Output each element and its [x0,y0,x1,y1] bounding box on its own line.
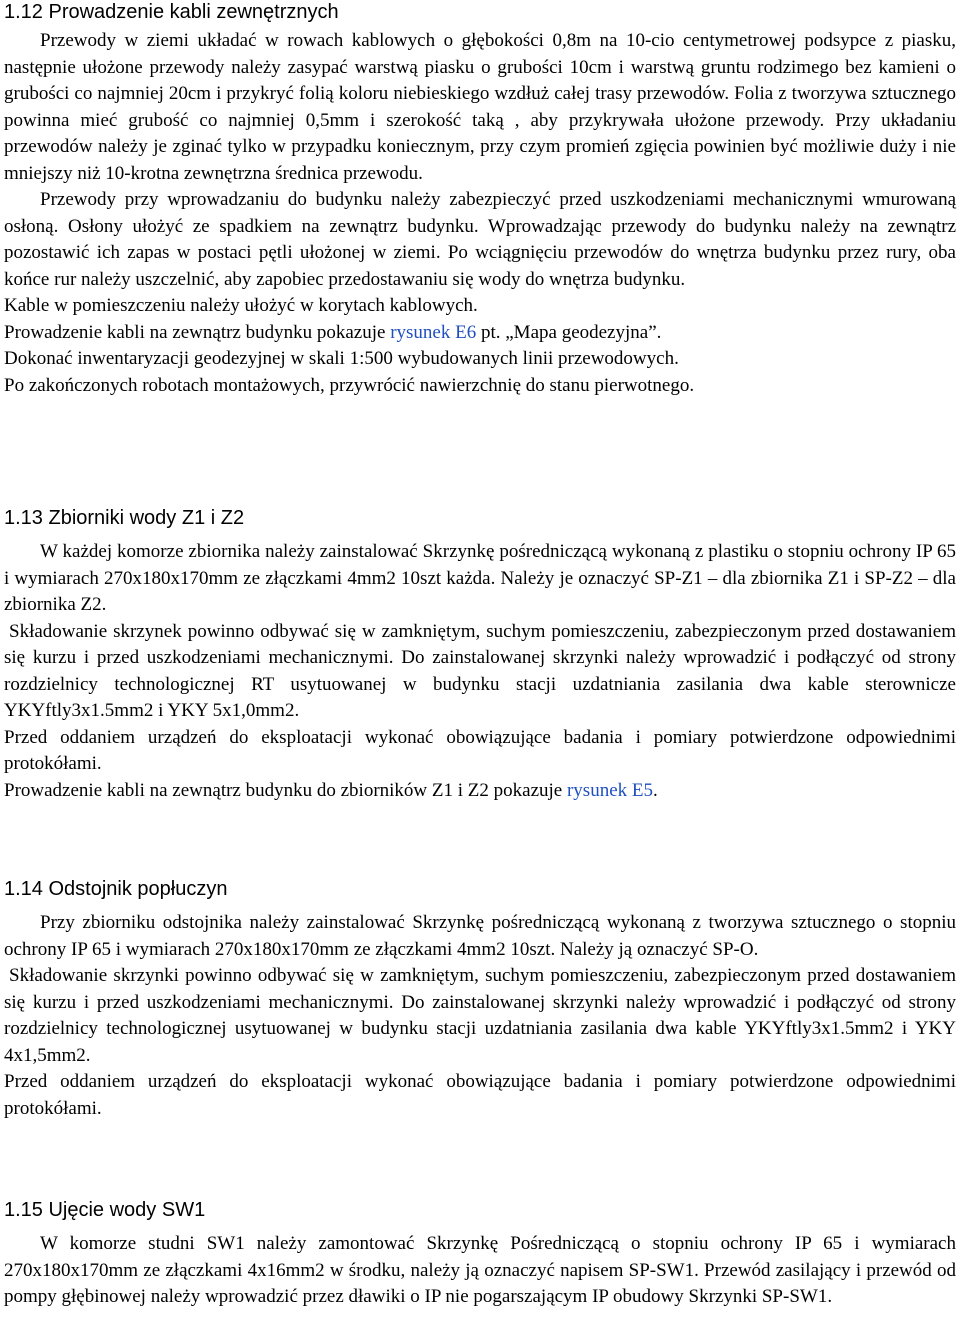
paragraph-text: Prowadzenie kabli na zewnątrz budynku pokazuje [4,321,391,343]
figure-link-e6[interactable]: rysunek E6 [390,321,477,343]
paragraph: Przewody przy wprowadzaniu do budynku należy zabezpieczyć przed uszkodzeniami mechanicznymi wmurowaną osłoną. Osłony ułożyć ze spadkiem na zewnątrz budynku. Wprowadzając przewody do budynku należy na zewnątrz pozostawić ich zapas w postaci pętli ułożonej w ziemi. Po wciągnięciu przewodów do wnętrza budynku przez rury, oba końce rur należy uszczelnić, aby zapobiec przedostawaniu się wody do wnętrza budynku. [4,189,956,290]
paragraph: Przed oddaniem urządzeń do eksploatacji wykonać obowiązujące badania i pomiary potwierdzone odpowiednimi protokółami. [4,726,956,774]
section-1-15 [4,1198,956,1311]
paragraph: W komorze studni SW1 należy zamontować Skrzynkę Pośredniczącą o stopniu ochrony IP 65 i wymiarach 270x180x170mm ze złączkami 4x16mm2 w środku, należy ją oznaczyć napisem SP-SW1. Przewód zasilający i przewód od pompy głębinowej należy wprowadzić przez dławiki o IP nie pogarszającym IP obudowy Skrzynki SP-SW1. [4,1233,956,1307]
section-1-14 [4,877,956,1122]
section-1-12 [4,0,956,399]
paragraph [4,778,956,805]
paragraph: Przewody w ziemi układać w rowach kablowych o głębokości 0,8m na 10-cio centymetrowej podsypce z piasku, następnie ułożone przewody należy zasypać warstwą piasku o grubości 10cm i warstwą gruntu rodzimego bez kamieni o grubości co najmniej 20cm i przykryć folią koloru niebieskiego wzdłuż całej trasy przewodów. Folia z tworzywa sztucznego powinna mieć grubość co najmniej 0,5mm i szerokość taką , aby przykrywała ułożone przewody. Przy układaniu przewodów należy je zginać tylko w przypadku koniecznym, przy czym promień zgięcia powinien być możliwie duży i nie mniejszy niż 10-krotna zewnętrzna średnica przewodu. [4,30,956,184]
paragraph-text: . [652,779,658,801]
paragraph: W każdej komorze zbiornika należy zainstalować Skrzynkę pośredniczącą wykonaną z plastiku o stopniu ochrony IP 65 i wymiarach 270x180x170mm ze złączkami 4mm2 10szt każda. Należy je oznaczyć SP-Z1 – dla zbiornika Z1 i SP-Z2 – dla zbiornika Z2. [4,541,956,615]
figure-link-e5[interactable]: rysunek E5 [566,779,653,801]
paragraph: Po zakończonych robotach montażowych, przywrócić nawierzchnię do stanu pierwotnego. [4,374,695,396]
paragraph: Przy zbiorniku odstojnika należy zainstalować Skrzynkę pośredniczącą wykonaną z tworzywa sztucznego o stopniu ochrony IP 65 i wymiarach 270x180x170mm ze złączkami 4mm2 10szt. Należy ją oznaczyć SP-O. [4,912,956,960]
paragraph-text: pt. „Mapa geodezyjna”. [476,321,662,343]
section-1-13 [4,506,956,804]
paragraph: Składowanie skrzynek powinno odbywać się w zamkniętym, suchym pomieszczeniu, zabezpieczonym przed dostawaniem się kurzu i przed uszkodzeniami mechanicznymi. Do zainstalowanej skrzynki należy wprowadzić i podłączyć od strony rozdzielnicy technologicznej RT usytuowanej w budynku stacji uzdatniania zasilania dwa kable sterownicze YKYftly3x1.5mm2 i YKY 5x1,0mm2. [4,620,956,721]
paragraph: Składowanie skrzynki powinno odbywać się w zamkniętym, suchym pomieszczeniu, zabezpieczonym przed dostawaniem się kurzu i przed uszkodzeniami mechanicznymi. Do zainstalowanej skrzynki należy wprowadzić i podłączyć od strony rozdzielnicy technologicznej usytuowanej w budynku stacji uzdatniania zasilania dwa kable YKYftly3x1.5mm2 i YKY 4x1,5mm2. [4,965,956,1066]
section-heading: 1.13 Zbiorniki wody Z1 i Z2 [4,507,245,529]
paragraph: Dokonać inwentaryzacji geodezyjnej w skali 1:500 wybudowanych linii przewodowych. [4,348,679,369]
paragraph [4,320,956,347]
paragraph: Przed oddaniem urządzeń do eksploatacji wykonać obowiązujące badania i pomiary potwierdzone odpowiednimi protokółami. [4,1071,956,1119]
paragraph: Kable w pomieszczeniu należy ułożyć w korytach kablowych. [4,295,478,316]
section-heading: 1.12 Prowadzenie kabli zewnętrznych [4,1,339,23]
paragraph-text: Prowadzenie kabli na zewnątrz budynku do zbiorników Z1 i Z2 pokazuje [4,779,567,801]
section-heading: 1.15 Ujęcie wody SW1 [4,1199,206,1221]
section-heading: 1.14 Odstojnik popłuczyn [4,878,228,900]
